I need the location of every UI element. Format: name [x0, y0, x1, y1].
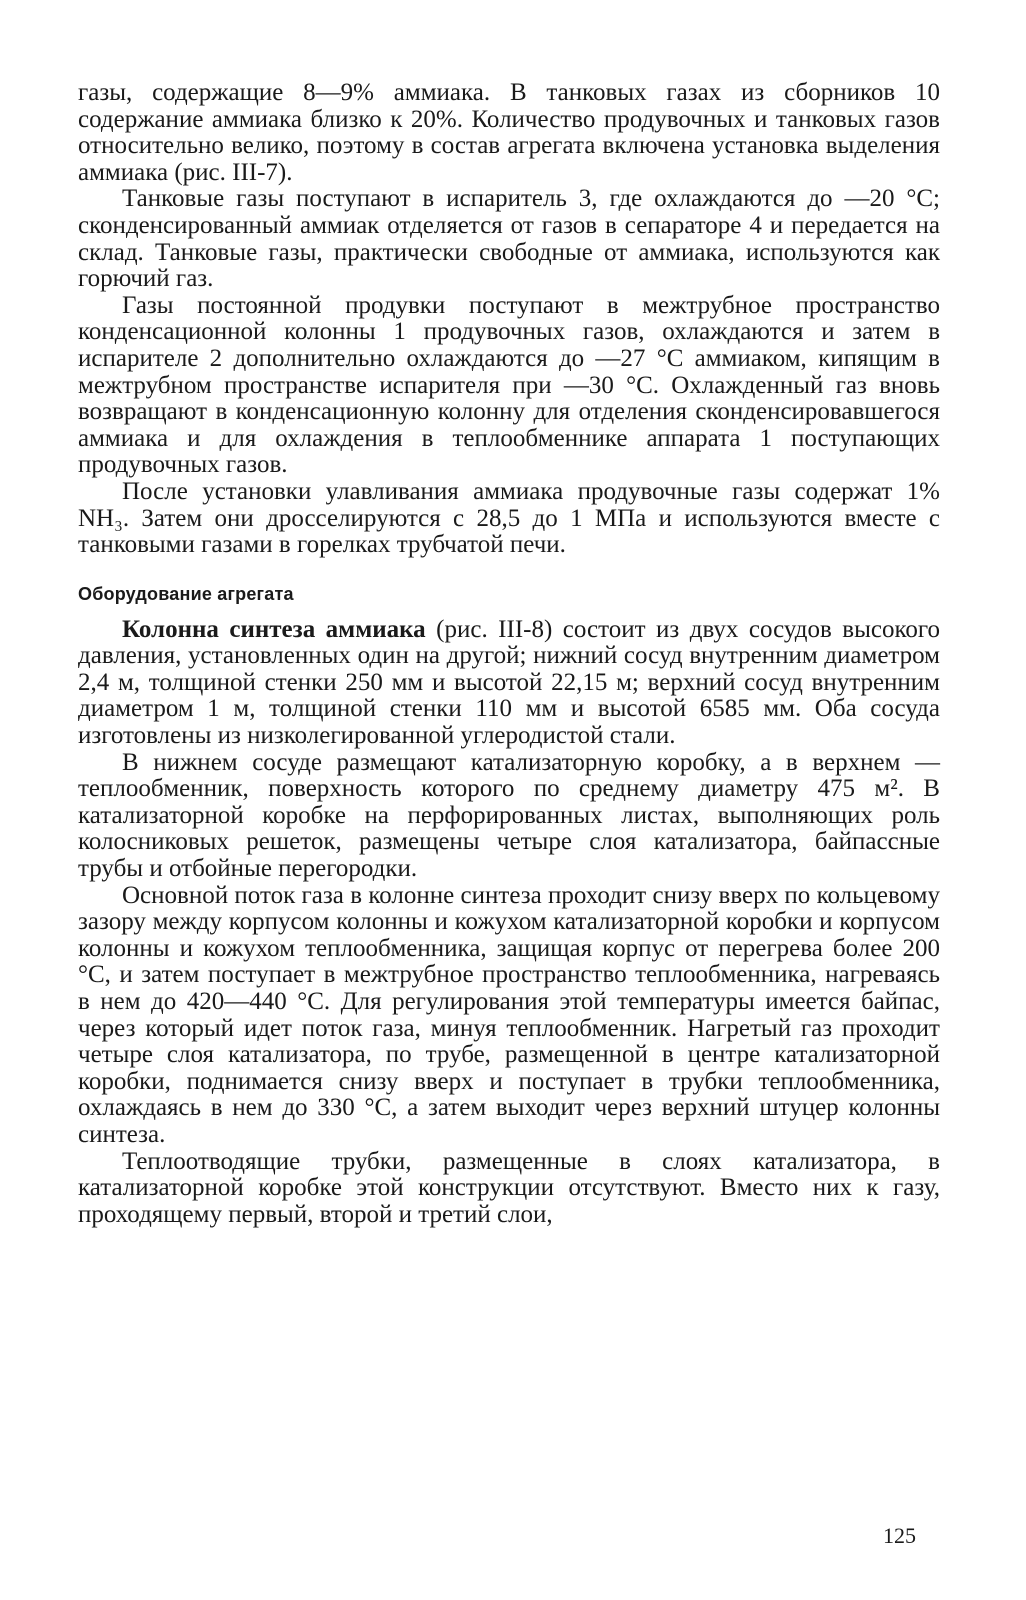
- paragraph-3: Газы постоянной продувки поступают в межтрубное пространство конденсационной колонны 1 продувочных газов, охлаждаются и затем в испарителе 2 дополнительно охлаждаются до —27 °С аммиаком, кипящим в межтрубном пространстве испарителя при —30 °С. Охлажденный газ вновь возвращают в конденсационную колонну для отделения сконденсировавшегося аммиака и для охлаждения в теплообменнике аппарата 1 поступающих продувочных газов.: [78, 291, 940, 479]
- paragraph-7: Основной поток газа в колонне синтеза проходит снизу вверх по кольцевому зазору между корпусом колонны и кожухом катализаторной коробки и корпусом колонны и кожухом теплообменника, защищая корпус от перегрева более 200 °С, и затем поступает в межтрубное пространство теплообменника, нагреваясь в нем до 420—440 °С. Для регулирования этой температуры имеется байпас, через который идет поток газа, минуя теплообменник. Нагретый газ проходит четыре слоя катализатора, по трубе, размещенной в центре катализаторной коробки, поднимается снизу вверх и поступает в трубки теплообменника, охлаждаясь в нем до 330 °С, а затем выходит через верхний штуцер колонны синтеза.: [78, 881, 940, 1148]
- page-body: [78, 80, 940, 1228]
- section-heading: Оборудование агрегата: [78, 583, 294, 604]
- paragraph-4: После установки улавливания аммиака продувочные газы содержат 1% NH₃. Затем они дросселируются с 28,5 до 1 МПа и используются вместе с танковыми газами в горелках трубчатой печи.: [78, 477, 940, 559]
- page-number: 125: [883, 1523, 916, 1548]
- lead-text: (рис. III-8) состоит из двух сосудов высокого давления, установленных один на другой; нижний сосуд внутренним диаметром 2,4 м, толщиной стенки 250 мм и высотой 22,15 м; верхний сосуд внутренним диаметром 1 м, толщиной стенки 110 мм и высотой 6585 мм. Оба сосуда изготовлены из низколегированной углеродистой стали.: [78, 615, 940, 750]
- paragraph-1: газы, содержащие 8—9% аммиака. В танковых газах из сборников 10 содержание аммиака близко к 20%. Количество продувочных и танковых газов относительно велико, поэтому в состав агрегата включена установка выделения аммиака (рис. III-7).: [78, 79, 940, 186]
- paragraph-5: [78, 617, 940, 750]
- lead-term: Колонна синтеза аммиака: [122, 615, 426, 643]
- paragraph-8: Теплоотводящие трубки, размещенные в слоях катализатора, в катализаторной коробке этой конструкции отсутствуют. Вместо них к газу, проходящему первый, второй и третий слои,: [78, 1147, 940, 1228]
- paragraph-6: В нижнем сосуде размещают катализаторную коробку, а в верхнем — теплообменник, поверхность которого по среднему диаметру 475 м². В катализаторной коробке на перфорированных листах, выполняющих роль колосниковых решеток, размещены четыре слоя катализатора, байпассные трубы и отбойные перегородки.: [78, 748, 940, 883]
- paragraph-2: Танковые газы поступают в испаритель 3, где охлаждаются до —20 °С; сконденсированный аммиак отделяется от газов в сепараторе 4 и передается на склад. Танковые газы, практически свободные от аммиака, используются как горючий газ.: [78, 185, 940, 293]
